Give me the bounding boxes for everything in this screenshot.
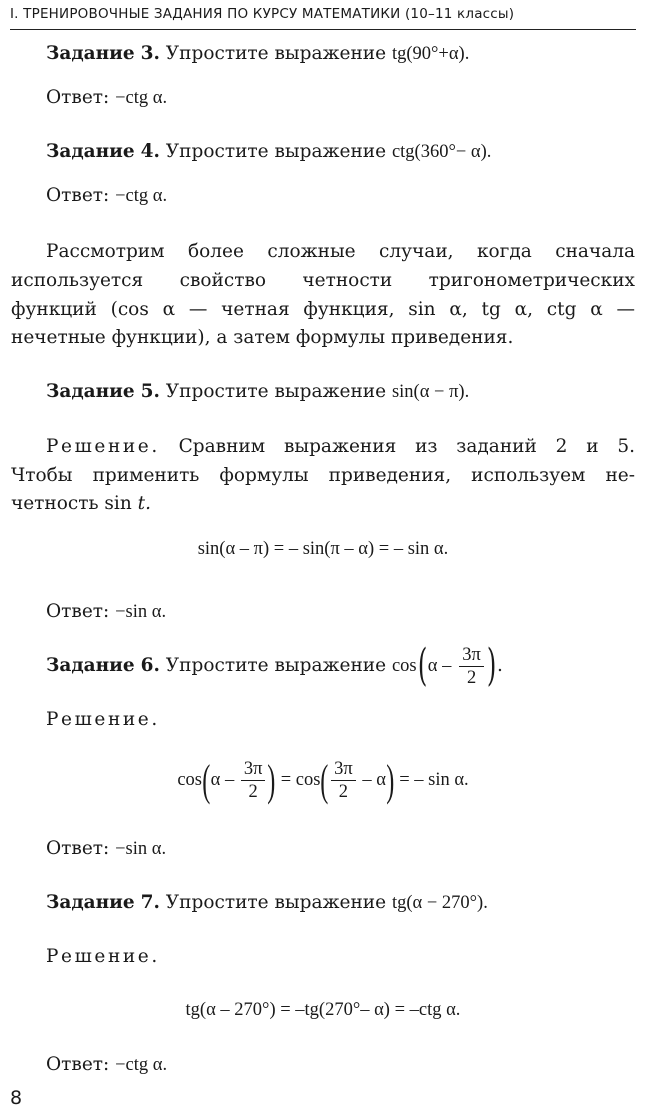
solution-label: Решение. <box>46 946 160 967</box>
task-label: Задание <box>46 655 135 676</box>
task-instruction: Упростите выражение <box>165 381 387 402</box>
task-number: 4. <box>140 141 160 162</box>
task-number: 6. <box>140 655 160 676</box>
paragraph-line-4: нечетные функции), а затем формулы приведения. <box>11 327 514 348</box>
task-7-statement <box>46 892 635 914</box>
task-5-solution-line-1 <box>46 436 635 458</box>
fraction-3pi-over-2 <box>331 758 356 803</box>
answer-value: −sin α. <box>115 602 167 622</box>
fraction-numerator: 3π <box>459 644 484 667</box>
answer-label: Ответ: <box>46 87 110 108</box>
fraction-numerator: 3π <box>331 758 356 781</box>
formula-left-inner: α – <box>210 770 235 790</box>
right-paren-glyph: ) <box>267 755 276 805</box>
answer-value: −sin α. <box>115 839 167 859</box>
task-expression: sin(α − π). <box>391 382 470 402</box>
task-7-answer <box>46 1054 635 1076</box>
task-5-statement <box>46 381 635 403</box>
page-number: 8 <box>10 1087 23 1109</box>
paragraph-line-3: функций (cos α — четная функция, sin α, tg α, ctg α — <box>11 299 635 320</box>
task-number: 3. <box>140 43 160 64</box>
running-header <box>10 6 636 30</box>
solution-label: Решение. <box>46 709 160 730</box>
task-expression-inner: α – <box>427 656 452 676</box>
fraction-numerator: 3π <box>241 758 266 781</box>
running-header-text: I. ТРЕНИРОВОЧНЫЕ ЗАДАНИЯ ПО КУРСУ МАТЕМАТИКИ (10–11 классы) <box>10 6 515 22</box>
task-6-statement <box>46 642 635 690</box>
task-label: Задание <box>46 43 135 64</box>
answer-label: Ответ: <box>46 601 110 622</box>
left-paren-glyph: ( <box>417 640 427 691</box>
left-paren-glyph: ( <box>202 755 211 805</box>
solution-text: четность sin <box>11 493 132 514</box>
solution-label: Решение. <box>46 436 160 457</box>
task-instruction: Упростите выражение <box>165 892 387 913</box>
task-instruction: Упростите выражение <box>165 43 387 64</box>
task-instruction: Упростите выражение <box>165 655 387 676</box>
solution-text: Сравним выражения из заданий 2 и 5. <box>178 436 635 457</box>
task-5-answer <box>46 601 635 623</box>
right-paren-glyph: ) <box>386 755 395 805</box>
task-4-statement <box>46 141 635 163</box>
task-7-solution-label <box>46 946 635 968</box>
formula-result: = – sin α. <box>399 770 469 790</box>
fraction-denominator: 2 <box>248 782 258 803</box>
task-number: 7. <box>140 892 160 913</box>
answer-value: −ctg α. <box>115 1055 168 1075</box>
answer-label: Ответ: <box>46 838 110 859</box>
answer-value: −ctg α. <box>115 186 168 206</box>
task-expression: tg(90°+α). <box>391 44 470 64</box>
task-expression: tg(α − 270°). <box>391 893 488 913</box>
task-expression: ctg(360°− α). <box>391 142 492 162</box>
formula-equals-cos: = cos <box>280 770 321 790</box>
fraction-denominator: 2 <box>338 782 349 803</box>
paragraph-line-1: Рассмотрим более сложные случаи, когда сначала <box>46 241 635 262</box>
task-label: Задание <box>46 381 135 402</box>
task-label: Задание <box>46 892 135 913</box>
task-5-solution-line-3 <box>11 493 635 515</box>
task-7-formula: tg(α – 270°) = –tg(270°– α) = –ctg α. <box>185 1000 461 1020</box>
task-label: Задание <box>46 141 135 162</box>
task-4-answer <box>46 185 635 207</box>
answer-label: Ответ: <box>46 185 110 206</box>
left-paren-glyph: ( <box>320 755 329 805</box>
task-6-answer <box>46 838 635 860</box>
task-6-solution-label <box>46 709 635 731</box>
task-5-solution-line-2: Чтобы применить формулы приведения, используем не- <box>11 465 635 486</box>
task-6-formula <box>0 755 646 805</box>
paragraph-line-2: используется свойство четности тригонометрических <box>11 270 635 291</box>
task-5-formula: sin(α – π) = – sin(π – α) = – sin α. <box>197 539 449 559</box>
task-3-answer <box>46 87 635 109</box>
variable-t: t. <box>137 493 151 514</box>
formula-left-fn: cos <box>177 770 202 790</box>
task-number: 5. <box>140 381 160 402</box>
task-instruction: Упростите выражение <box>165 141 387 162</box>
answer-label: Ответ: <box>46 1054 110 1075</box>
fraction-3pi-over-2 <box>241 758 266 803</box>
fraction-3pi-over-2 <box>459 644 484 689</box>
fraction-denominator: 2 <box>466 667 477 688</box>
answer-value: −ctg α. <box>115 88 168 108</box>
right-paren-glyph: ) <box>486 640 497 691</box>
task-expression-fn: cos <box>391 656 417 676</box>
task-3-statement <box>46 43 635 65</box>
formula-right-inner: – α <box>362 770 386 790</box>
period: . <box>497 655 503 676</box>
